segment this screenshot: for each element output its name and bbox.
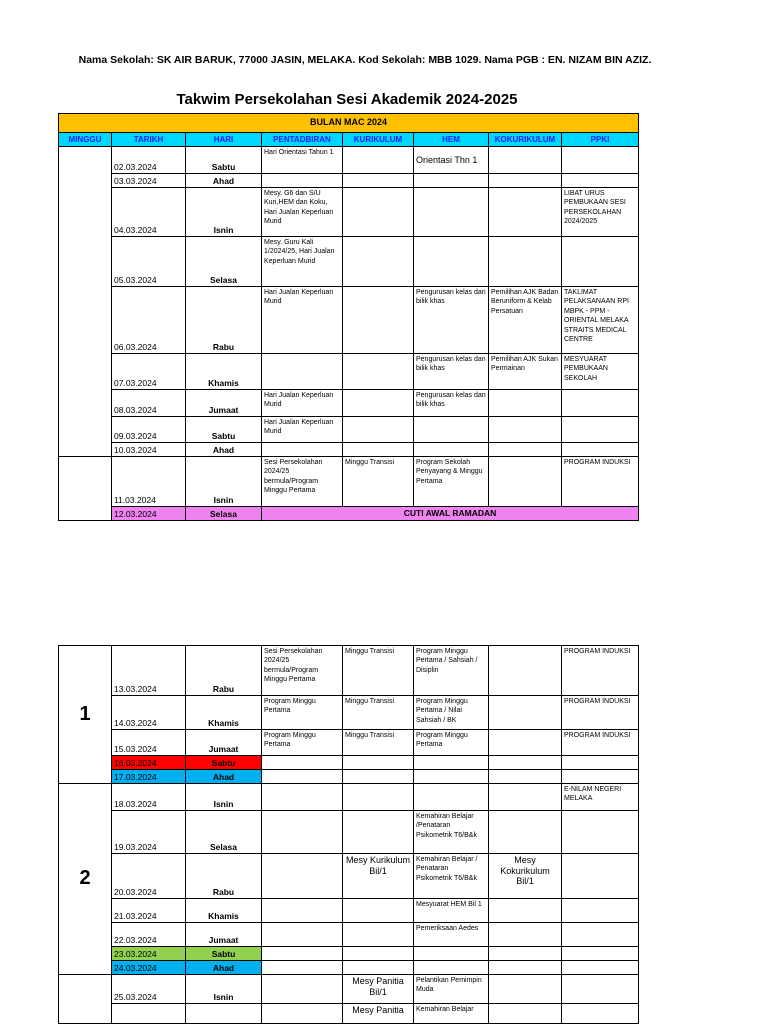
pentadbiran-cell (262, 443, 343, 457)
hem-cell: Mesyuarat HEM Bil 1 (414, 899, 489, 923)
ppki-cell (562, 899, 639, 923)
kurikulum-cell (343, 784, 414, 811)
kurikulum-cell (343, 174, 414, 188)
ppki-cell (562, 147, 639, 174)
table-row (59, 390, 639, 417)
hem-cell (414, 188, 489, 237)
day-cell: Khamis (186, 899, 262, 923)
date-cell: 21.03.2024 (112, 899, 186, 923)
table-row (59, 784, 639, 811)
ppki-cell: PROGRAM INDUKSI (562, 730, 639, 756)
date-cell: 19.03.2024 (112, 811, 186, 854)
day-cell: Ahad (186, 770, 262, 784)
day-cell: Selasa (186, 507, 262, 521)
table-row (59, 756, 639, 770)
pentadbiran-cell: Sesi Persekolahan 2024/25 bermula/Program Minggu Pertama (262, 646, 343, 696)
table-row (59, 507, 639, 521)
kokurikulum-cell (489, 1004, 562, 1024)
ppki-cell: PROGRAM INDUKSI (562, 646, 639, 696)
col-header-tarikh: TARIKH (112, 133, 186, 147)
pentadbiran-cell (262, 1004, 343, 1024)
table-row (59, 961, 639, 975)
pentadbiran-cell (262, 811, 343, 854)
pentadbiran-cell (262, 947, 343, 961)
date-cell: 22.03.2024 (112, 923, 186, 947)
kurikulum-cell (343, 770, 414, 784)
kurikulum-cell (343, 390, 414, 417)
table-row (59, 188, 639, 237)
hem-cell (414, 961, 489, 975)
hem-cell: Program Minggu Pertama (414, 730, 489, 756)
kurikulum-cell (343, 417, 414, 443)
ppki-cell: LIBAT URUS PEMBUKAAN SESI PERSEKOLAHAN 2024/2025 (562, 188, 639, 237)
kurikulum-cell: Minggu Transisi (343, 696, 414, 730)
ppki-cell (562, 854, 639, 899)
day-cell: Rabu (186, 287, 262, 354)
col-header-pentadbiran: PENTADBIRAN (262, 133, 343, 147)
hem-cell (414, 770, 489, 784)
hem-cell: Kemahiran Belajar /Penataran Psikometrik T6/B&k (414, 811, 489, 854)
day-cell: Ahad (186, 961, 262, 975)
kokurikulum-cell (489, 646, 562, 696)
pentadbiran-cell (262, 854, 343, 899)
kokurikulum-cell (489, 975, 562, 1004)
table-row (59, 854, 639, 899)
day-cell: Isnin (186, 457, 262, 507)
pentadbiran-cell: Sesi Persekolahan 2024/25 bermula/Program Minggu Pertama (262, 457, 343, 507)
kurikulum-cell: Mesy Kurikulum Bil/1 (343, 854, 414, 899)
ppki-cell (562, 443, 639, 457)
kurikulum-cell: Mesy Panitia (343, 1004, 414, 1024)
hem-cell (414, 237, 489, 287)
table-row (59, 975, 639, 1004)
day-cell: Sabtu (186, 417, 262, 443)
ppki-cell: MESYUARAT PEMBUKAAN SEKOLAH (562, 354, 639, 390)
kurikulum-cell: Minggu Transisi (343, 730, 414, 756)
kurikulum-cell (343, 354, 414, 390)
hem-cell: Pelantikan Pemimpin Muda (414, 975, 489, 1004)
col-header-hari: HARI (186, 133, 262, 147)
kurikulum-cell (343, 899, 414, 923)
kurikulum-cell (343, 237, 414, 287)
month-header: BULAN MAC 2024 (59, 114, 639, 133)
table-row (59, 696, 639, 730)
ppki-cell (562, 237, 639, 287)
table-row (59, 443, 639, 457)
pentadbiran-cell (262, 784, 343, 811)
page-title: Takwim Persekolahan Sesi Akademik 2024-2025 (176, 91, 518, 108)
hem-cell: Pemeriksaan Aedes (414, 923, 489, 947)
col-header-minggu: MINGGU (59, 133, 112, 147)
kurikulum-cell (343, 961, 414, 975)
day-cell: Rabu (186, 646, 262, 696)
ppki-cell (562, 961, 639, 975)
col-header-kurikulum: KURIKULUM (343, 133, 414, 147)
hem-cell (414, 174, 489, 188)
table-row (59, 646, 639, 696)
day-cell: Khamis (186, 696, 262, 730)
day-cell: Isnin (186, 784, 262, 811)
calendar-table-weeks (58, 645, 639, 1024)
kokurikulum-cell (489, 811, 562, 854)
col-header-hem: HEM (414, 133, 489, 147)
pentadbiran-cell (262, 770, 343, 784)
date-cell: 17.03.2024 (112, 770, 186, 784)
day-cell: Selasa (186, 237, 262, 287)
kokurikulum-cell (489, 237, 562, 287)
hem-cell (414, 756, 489, 770)
date-cell: 07.03.2024 (112, 354, 186, 390)
kokurikulum-cell (489, 696, 562, 730)
date-cell: 02.03.2024 (112, 147, 186, 174)
ppki-cell (562, 947, 639, 961)
kokurikulum-cell (489, 756, 562, 770)
kokurikulum-cell: Mesy Kokurikulum Bil/1 (489, 854, 562, 899)
pentadbiran-cell: Mesy. G6 dan S/U Kuri,HEM dan Koku, Hari Jualan Keperluan Murid (262, 188, 343, 237)
table-row (59, 899, 639, 923)
ppki-cell: TAKLIMAT PELAKSANAAN RPI MBPK - PPM - ORIENTAL MELAKA STRAITS MEDICAL CENTRE (562, 287, 639, 354)
table-row (59, 947, 639, 961)
table-row (59, 174, 639, 188)
pentadbiran-cell: Hari Jualan Keperluan Murid (262, 417, 343, 443)
day-cell: Rabu (186, 854, 262, 899)
table-row (59, 1004, 639, 1024)
ppki-cell (562, 923, 639, 947)
ppki-cell (562, 756, 639, 770)
school-info: Nama Sekolah: SK AIR BARUK, 77000 JASIN, MELAKA. Kod Sekolah: MBB 1029. Nama PGB : EN. NIZAM BIN AZIZ. (78, 54, 652, 66)
hem-cell: Program Sekolah Penyayang & Minggu Pertama (414, 457, 489, 507)
pentadbiran-cell (262, 354, 343, 390)
day-cell: Sabtu (186, 947, 262, 961)
date-cell: 04.03.2024 (112, 188, 186, 237)
day-cell: Selasa (186, 811, 262, 854)
kokurikulum-cell (489, 147, 562, 174)
week-cell (59, 975, 112, 1024)
kokurikulum-cell (489, 730, 562, 756)
day-cell: Khamis (186, 354, 262, 390)
col-header-kokurikulum: KOKURIKULUM (489, 133, 562, 147)
date-cell: 20.03.2024 (112, 854, 186, 899)
date-cell: 23.03.2024 (112, 947, 186, 961)
pentadbiran-cell (262, 899, 343, 923)
hem-cell (414, 784, 489, 811)
day-cell: Jumaat (186, 390, 262, 417)
ppki-cell: PROGRAM INDUKSI (562, 457, 639, 507)
table-row (59, 457, 639, 507)
kurikulum-cell (343, 811, 414, 854)
date-cell: 25.03.2024 (112, 975, 186, 1004)
kokurikulum-cell (489, 770, 562, 784)
hem-cell: Orientasi Thn 1 (414, 147, 489, 174)
table-row (59, 354, 639, 390)
hem-cell: Program Minggu Pertama / Nilai Sahsiah / BK (414, 696, 489, 730)
kokurikulum-cell (489, 923, 562, 947)
kurikulum-cell: Minggu Transisi (343, 457, 414, 507)
kurikulum-cell: Minggu Transisi (343, 646, 414, 696)
kokurikulum-cell (489, 947, 562, 961)
pentadbiran-cell (262, 756, 343, 770)
pentadbiran-cell: Mesy. Guru Kali 1/2024/25, Hari Jualan Keperluan Murid (262, 237, 343, 287)
date-cell: 10.03.2024 (112, 443, 186, 457)
hem-cell: Kemahiran Belajar (414, 1004, 489, 1024)
pentadbiran-cell: Hari Jualan Keperluan Murid (262, 390, 343, 417)
hem-cell (414, 947, 489, 961)
ppki-cell (562, 174, 639, 188)
day-cell: Isnin (186, 975, 262, 1004)
date-cell: 24.03.2024 (112, 961, 186, 975)
pentadbiran-cell (262, 975, 343, 1004)
hem-cell: Pengurusan kelas dan bilik khas (414, 287, 489, 354)
date-cell (112, 1004, 186, 1024)
hem-cell: Pengurusan kelas dan bilik khas (414, 390, 489, 417)
date-cell: 09.03.2024 (112, 417, 186, 443)
kokurikulum-cell (489, 899, 562, 923)
pentadbiran-cell: Hari Orientasi Tahun 1 (262, 147, 343, 174)
hem-cell: Pengurusan kelas dan bilik khas (414, 354, 489, 390)
ppki-cell: E-NILAM NEGERI MELAKA (562, 784, 639, 811)
kokurikulum-cell (489, 174, 562, 188)
date-cell: 03.03.2024 (112, 174, 186, 188)
table-row (59, 237, 639, 287)
week-number: 1 (59, 646, 112, 784)
col-header-ppki: PPKI (562, 133, 639, 147)
ppki-cell (562, 390, 639, 417)
kurikulum-cell (343, 147, 414, 174)
date-cell: 16.03.2024 (112, 756, 186, 770)
table-row (59, 811, 639, 854)
kurikulum-cell (343, 443, 414, 457)
ppki-cell (562, 1004, 639, 1024)
pentadbiran-cell (262, 923, 343, 947)
day-cell: Sabtu (186, 756, 262, 770)
date-cell: 06.03.2024 (112, 287, 186, 354)
hem-cell: Program Minggu Pertama / Sahsiah / Disiplin (414, 646, 489, 696)
date-cell: 12.03.2024 (112, 507, 186, 521)
ppki-cell (562, 811, 639, 854)
pentadbiran-cell: Program Minggu Pertama (262, 696, 343, 730)
ppki-cell (562, 770, 639, 784)
date-cell: 14.03.2024 (112, 696, 186, 730)
date-cell: 05.03.2024 (112, 237, 186, 287)
ppki-cell (562, 417, 639, 443)
day-cell (186, 1004, 262, 1024)
table-row (59, 770, 639, 784)
date-cell: 15.03.2024 (112, 730, 186, 756)
table-row (59, 147, 639, 174)
day-cell: Sabtu (186, 147, 262, 174)
date-cell: 08.03.2024 (112, 390, 186, 417)
pentadbiran-cell: Hari Jualan Keperluan Murid (262, 287, 343, 354)
week-number: 2 (59, 784, 112, 975)
table-row (59, 287, 639, 354)
kurikulum-cell (343, 188, 414, 237)
ppki-cell (562, 975, 639, 1004)
kokurikulum-cell (489, 443, 562, 457)
kurikulum-cell: Mesy Panitia Bil/1 (343, 975, 414, 1004)
pentadbiran-cell (262, 174, 343, 188)
kokurikulum-cell (489, 961, 562, 975)
table-row (59, 923, 639, 947)
kurikulum-cell (343, 947, 414, 961)
kurikulum-cell (343, 923, 414, 947)
table-row (59, 730, 639, 756)
hem-cell (414, 417, 489, 443)
holiday-label: CUTI AWAL RAMADAN (262, 507, 639, 521)
kurikulum-cell (343, 756, 414, 770)
day-cell: Ahad (186, 443, 262, 457)
hem-cell: Kemahiran Belajar / Penataran Psikometrik T6/B&k (414, 854, 489, 899)
ppki-cell: PROGRAM INDUKSI (562, 696, 639, 730)
date-cell: 18.03.2024 (112, 784, 186, 811)
week-cell (59, 457, 112, 521)
kokurikulum-cell (489, 417, 562, 443)
kokurikulum-cell (489, 784, 562, 811)
day-cell: Ahad (186, 174, 262, 188)
kurikulum-cell (343, 287, 414, 354)
calendar-table-march (58, 113, 639, 521)
week-cell (59, 147, 112, 457)
hem-cell (414, 443, 489, 457)
kokurikulum-cell (489, 390, 562, 417)
kokurikulum-cell: Pemilihan AJK Badan Beruniform & Kelab Persatuan (489, 287, 562, 354)
day-cell: Jumaat (186, 923, 262, 947)
pentadbiran-cell (262, 961, 343, 975)
kokurikulum-cell (489, 457, 562, 507)
kokurikulum-cell (489, 188, 562, 237)
date-cell: 11.03.2024 (112, 457, 186, 507)
day-cell: Isnin (186, 188, 262, 237)
day-cell: Jumaat (186, 730, 262, 756)
table-row (59, 417, 639, 443)
pentadbiran-cell: Program Minggu Pertama (262, 730, 343, 756)
kokurikulum-cell: Pemilihan AJK Sukan Permainan (489, 354, 562, 390)
date-cell: 13.03.2024 (112, 646, 186, 696)
